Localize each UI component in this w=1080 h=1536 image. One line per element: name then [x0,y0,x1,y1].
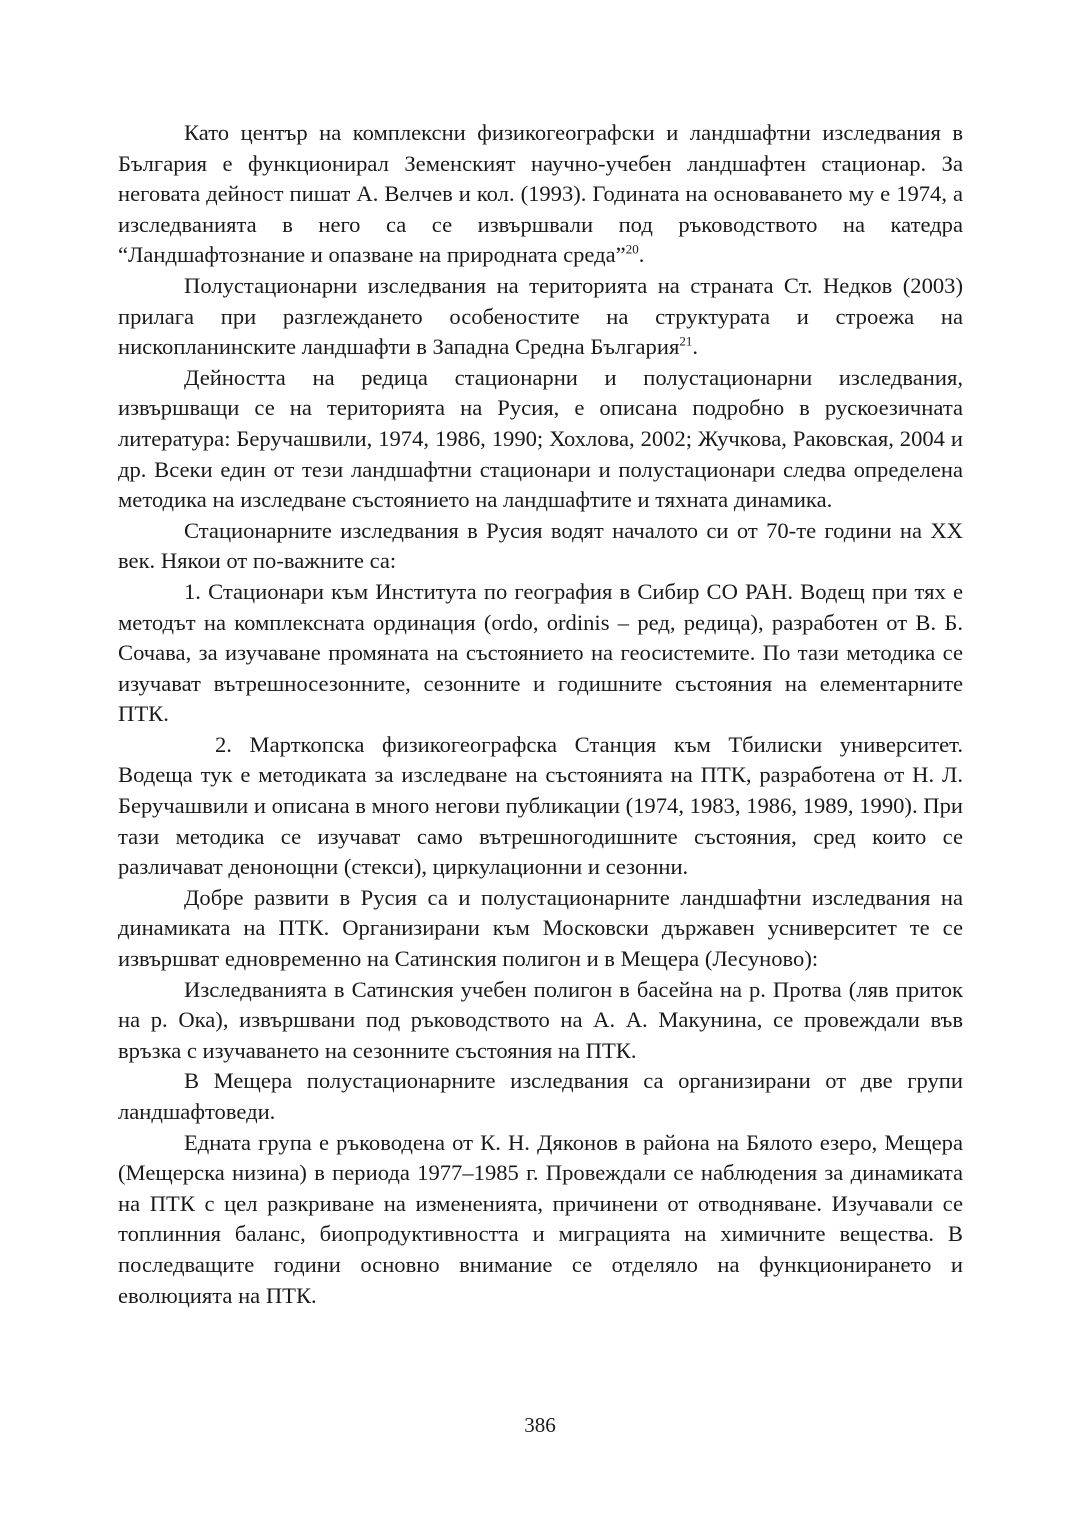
paragraph-dyakonov: Едната група е ръководена от К. Н. Дяконов в района на Бялото езеро, Мещера (Мещерска низина) в периода 1977–1985 г. Провеждали се наблюдения за динамиката на ПТК с цел разкриване на измененията, причинени от отводняване. Изучавали се топлинния баланс, биопродуктивността и миграцията на химичните вещества. В последващите години основно внимание се отделяло на функционирането и еволюцията на ПТК. [118,1129,963,1308]
paragraph-tail: . [692,334,698,360]
paragraph-russia-intro: Стационарните изследвания в Русия водят началото си от 70-те години на ХХ век. Някои от по-важните са: [118,517,963,574]
paragraph-zemen-stationary [118,118,963,271]
paragraph-nedkov [118,271,963,363]
paragraph-russian-literature: Дейността на редица стационарни и полустационарни изследвания, извършващи се на територията на Русия, е описана подробно в рускоезичната литература: Беручашвили, 1974, 1986, 1990; Хохлова, 2002; Жучкова, Раковская, 2004 и др. Всеки един от тези ландшафтни стационари и полустационари следва определена методика на изследване състоянието на ландшафтите и тяхната динамика. [118,364,963,513]
footnote-ref: 21 [679,333,693,349]
paragraph-tail: . [638,242,645,268]
paragraph-meshchera: В Мещера полустационарните изследвания са организирани от две групи ландшафтоведи. [118,1068,963,1124]
body-text [118,118,963,1311]
page-number: 386 [524,1413,556,1437]
list-item-martkopi: 2. Марткопска физикогеографска Станция към Тбилиски университет. Водеща тук е методиката за изследване на състоянията на ПТК, разработена от Н. Л. Беручашвили и описана в много негови публикации (1974, 1983, 1986, 1989, 1990). При тази методика се изучават само вътрешногодишните състояния, сред които се различават денонощни (стекси), циркулационни и сезонни. [118,731,963,880]
paragraph-moscow-university: Добре развити в Русия са и полустационарните ландшафтни изследвания на динамиката на ПТК. Организирани към Московски държавен усниверситет те се извършват едновременно на Сатинския полигон и в Мещера (Лесуново): [118,884,963,972]
footnote-ref: 20 [625,241,639,257]
paragraph-satino: Изследванията в Сатинския учебен полигон в басейна на р. Протва (ляв приток на р. Ока), извършвани под ръководството на А. А. Макунина, се провеждали във връзка с изучаването на сезонните състояния на ПТК. [118,976,963,1063]
paragraph-text: Полустационарни изследвания на територията на страната Ст. Недков (2003) прилага при разглеждането особеностите на структурата и строежа на нископланинските ландшафти в Западна Средна България [118,272,963,360]
list-item-siberia: 1. Стационари към Института по география в Сибир СО РАН. Водещ при тях е методът на комплексната ординация (ordo, ordinis – ред, редица), разработен от В. Б. Сочава, за изучаване промяната на състоянието на геосистемите. По тази методика се изучават вътрешносезонните, сезонните и годишните състояния на елементарните ПТК. [118,578,963,727]
paragraph-text: Като център на комплексни физикогеографски и ландшафтни изследвания в България е функционирал Земенският научно-учебен ландшафтен стационар. За неговата дейност пишат А. Велчев и кол. (1993). Годината на основаването му е 1974, а изследванията в него са се извършвали под ръководството на катедра “Ландшафтознание и опазване на природната среда” [118,120,963,268]
